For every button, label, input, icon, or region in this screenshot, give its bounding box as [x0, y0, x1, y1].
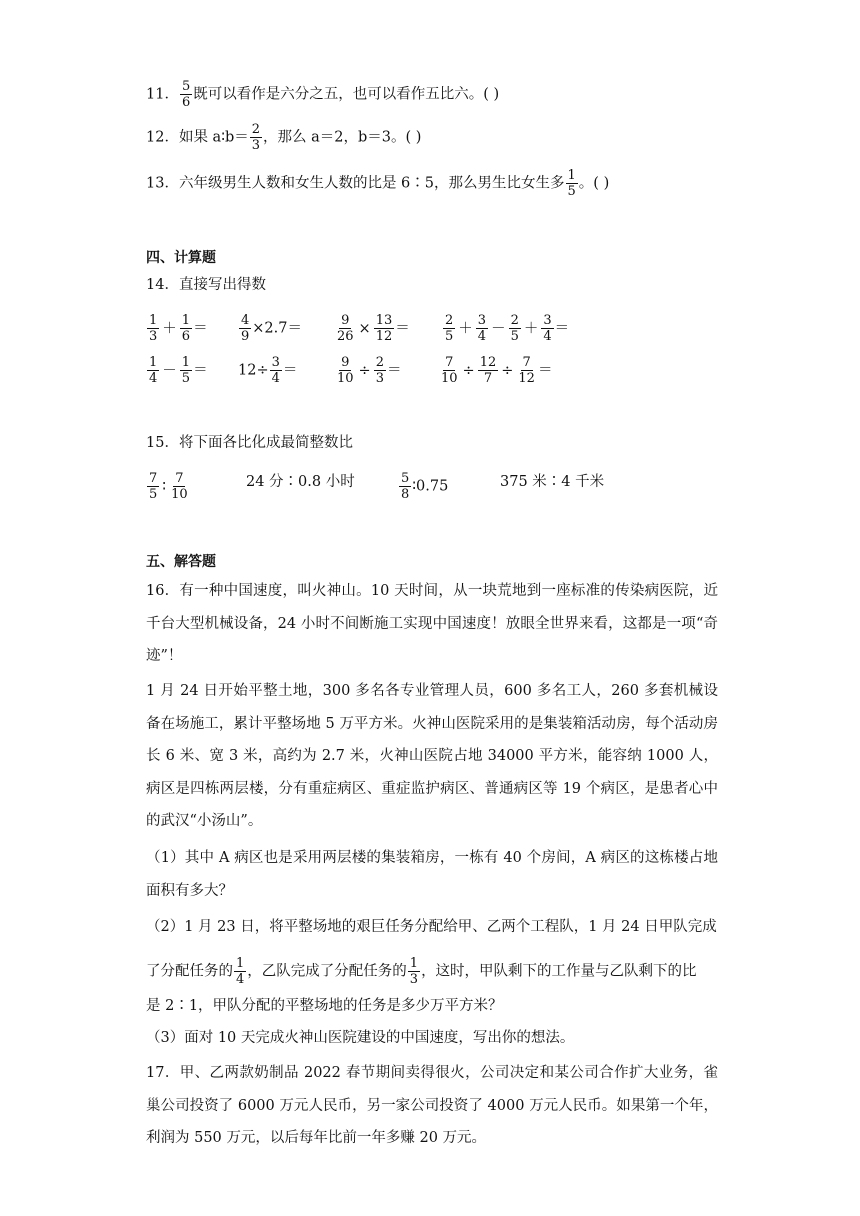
- ratio-item: $\frac{7}{5}$ ∶ $\frac{7}{10}$: [149, 471, 188, 502]
- question-16-part-3: （3）面对 10 天完成火神山医院建设的中国速度，写出你的想法。: [146, 1030, 575, 1046]
- question-16-background: 1 月 24 日开始平整土地，300 多名各专业管理人员，600 多名工人，260 多套机械设备在场施工，累计平整场地 5 万平方米。火神山医院采用的是集装箱活动房，每个活动房长 6 米、宽 3 米，高约为 2.7 米，火神山医院占地 34000 平方米，能容纳 1000 人，病区是四栋两层楼，分有重症病区、重症监护病区、普通病区等 19 个病区，是患者心中的武汉“小汤山”。: [146, 683, 718, 829]
- fraction: $\frac{1}{3}$: [409, 956, 419, 987]
- question-16-part-2-line-2: 了分配任务的 $\frac{1}{4}$ ，乙队完成了分配任务的 $\frac{1}{3}$ ，这时，甲队剩下的工作量与乙队剩下的比: [146, 956, 697, 987]
- question-17: 17．甲、乙两款奶制品 2022 春节期间卖得很火，公司决定和某公司合作扩大业务，雀巢公司投资了 6000 万元人民币，另一家公司投资了 4000 万元人民币。如果第一个年，利润为 550 万元，以后每年比前一年多赚 20 万元。: [146, 1065, 718, 1146]
- calc-item: $\frac{9}{10}$ ÷ $\frac{2}{3}$ ＝: [337, 355, 402, 386]
- ratio-item: 375 米∶4 千米: [500, 474, 605, 490]
- fraction: $\frac{5}{6}$: [181, 79, 191, 110]
- calc-item: $\frac{4}{9}$ ×2.7＝: [241, 313, 302, 344]
- ratio-item: 24 分∶0.8 小时: [246, 474, 355, 490]
- question-15-title: 15．将下面各比化成最简整数比: [146, 435, 353, 451]
- calc-item: $\frac{2}{5}$ ＋ $\frac{3}{4}$ － $\frac{2}{5}$ ＋ $\frac{3}{4}$ ＝: [445, 313, 570, 344]
- section-heading-word-problems: 五、解答题: [146, 554, 216, 570]
- fraction: $\frac{2}{3}$: [251, 122, 261, 153]
- question-14-title: 14．直接写出得数: [146, 277, 266, 293]
- calc-item: $\frac{1}{3}$ ＋ $\frac{1}{6}$ ＝: [149, 313, 208, 344]
- calc-item: 12÷ $\frac{3}{4}$ ＝: [238, 355, 298, 386]
- question-16-part-2-line-3: 是 2∶1，甲队分配的平整场地的任务是多少万平方米？: [146, 998, 503, 1014]
- question-16-part-1: （1）其中 A 病区也是采用两层楼的集装箱房，一栋有 40 个房间，A 病区的这栋楼占地面积有多大？: [146, 850, 718, 899]
- fraction: $\frac{1}{5}$: [567, 168, 576, 199]
- ratio-item: $\frac{5}{8}$ ∶0.75: [401, 471, 449, 502]
- fraction: $\frac{1}{4}$: [236, 956, 245, 987]
- calc-item: $\frac{7}{10}$ ÷ $\frac{12}{7}$ ÷ $\frac{7}{12}$ ＝: [441, 355, 553, 386]
- question-13: 13．六年级男生人数和女生人数的比是 6∶5，那么男生比女生多 $\frac{1}{5}$ 。( ): [146, 168, 610, 199]
- question-16-part-2-line-1: （2）1 月 23 日，将平整场地的艰巨任务分配给甲、乙两个工程队，1 月 24 日甲队完成: [146, 919, 717, 935]
- calc-item: $\frac{1}{4}$ － $\frac{1}{5}$ ＝: [149, 355, 208, 386]
- question-11: 11． $\frac{5}{6}$ 既可以看作是六分之五，也可以看作五比六。( ): [146, 79, 500, 110]
- question-16-intro: 16．有一种中国速度，叫火神山。10 天时间，从一块荒地到一座标准的传染病医院，近千台大型机械设备，24 小时不间断施工实现中国速度！放眼全世界来看，这都是一项“奇迹”！: [146, 583, 718, 664]
- section-heading-calculation: 四、计算题: [146, 250, 216, 266]
- calc-item: $\frac{9}{26}$ × $\frac{13}{12}$ ＝: [337, 313, 410, 344]
- question-12: 12．如果 a∶b＝ $\frac{2}{3}$ ，那么 a＝2，b＝3。( ): [146, 122, 422, 153]
